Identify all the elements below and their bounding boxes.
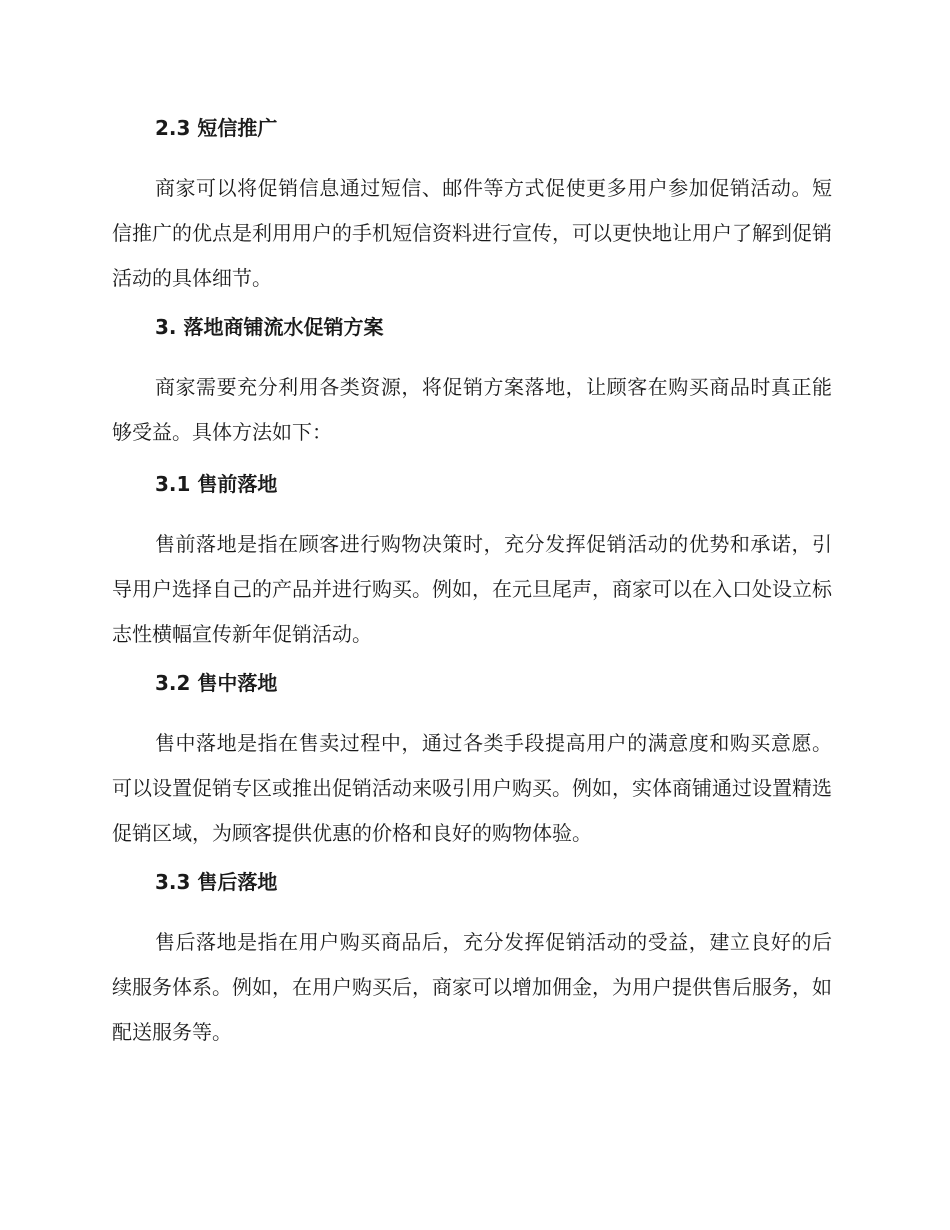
section-heading-3-2: 3.2 售中落地	[155, 671, 278, 695]
section-heading-3: 3. 落地商铺流水促销方案	[155, 315, 384, 339]
paragraph-in-sale: 售中落地是指在售卖过程中，通过各类手段提高用户的满意度和购买意愿。可以设置促销专区或推出促销活动来吸引用户购买。例如，实体商铺通过设置精选促销区域，为顾客提供优惠的价格和良好的购物体验。	[112, 731, 832, 845]
section-heading-3-1: 3.1 售前落地	[155, 472, 278, 496]
document-body	[112, 112, 832, 1055]
paragraph-sms-promotion: 商家可以将促销信息通过短信、邮件等方式促使更多用户参加促销活动。短信推广的优点是利用用户的手机短信资料进行宣传，可以更快地让用户了解到促销活动的具体细节。	[112, 176, 832, 290]
section-heading-2-3: 2.3 短信推广	[155, 116, 278, 140]
section-heading-3-3: 3.3 售后落地	[155, 870, 278, 894]
paragraph-landing-plan: 商家需要充分利用各类资源，将促销方案落地，让顾客在购买商品时真正能够受益。具体方法如下：	[112, 375, 832, 444]
paragraph-after-sale: 售后落地是指在用户购买商品后，充分发挥促销活动的受益，建立良好的后续服务体系。例如，在用户购买后，商家可以增加佣金，为用户提供售后服务，如配送服务等。	[112, 930, 832, 1044]
paragraph-pre-sale: 售前落地是指在顾客进行购物决策时，充分发挥促销活动的优势和承诺，引导用户选择自己的产品并进行购买。例如，在元旦尾声，商家可以在入口处设立标志性横幅宣传新年促销活动。	[112, 532, 832, 646]
